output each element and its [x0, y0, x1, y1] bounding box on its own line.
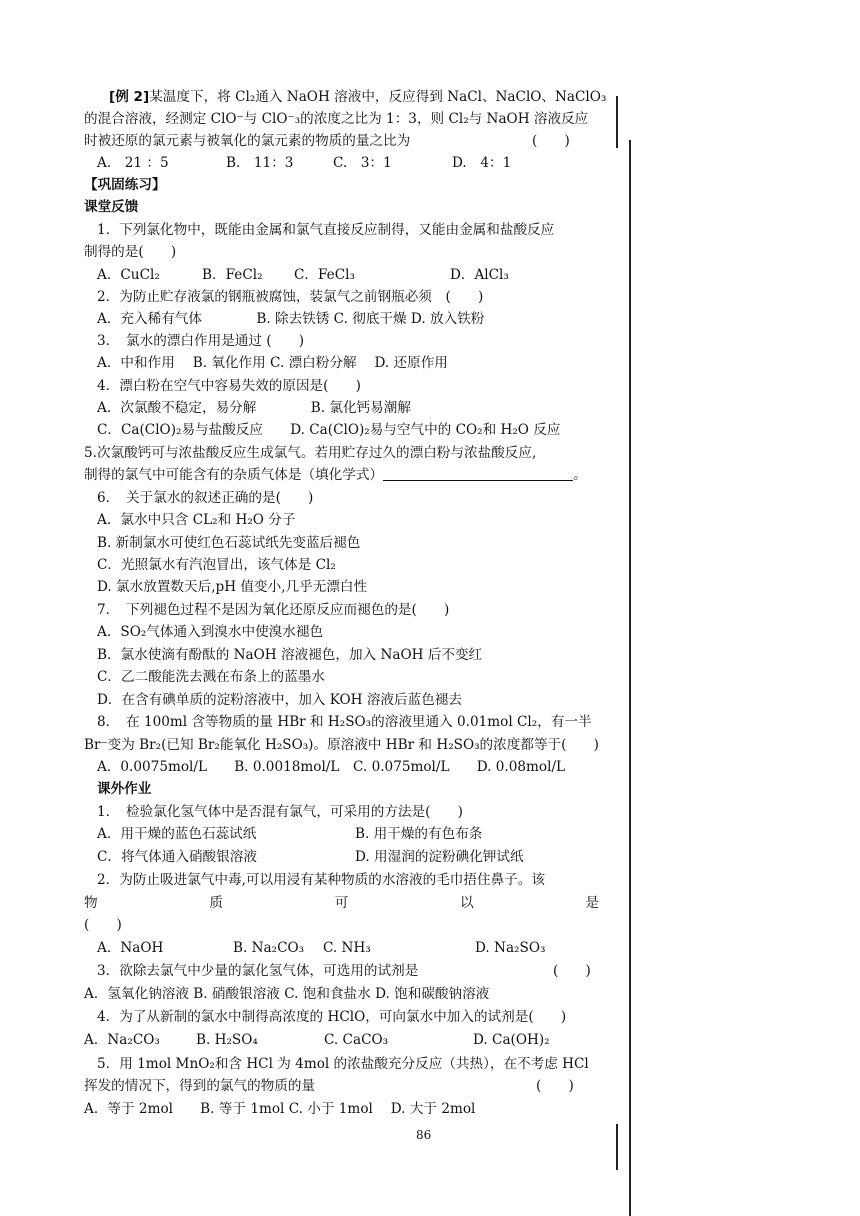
cq4-line-3: C．Ca(ClO)₂易与盐酸反应 D. Ca(ClO)₂易与空气中的 CO₂和 H₂O 反应 — [97, 422, 561, 438]
answer-blank[interactable] — [383, 466, 573, 481]
cq1-option-d: D．AlCl₃ — [450, 267, 509, 283]
cq8-line-1: 8． 在 100ml 含等物质的量 HBr 和 H₂SO₃的溶液里通入 0.01mol Cl₂，有一半 — [97, 714, 592, 730]
cq8-line-2: Br⁻变为 Br₂(已知 Br₂能氧化 H₂SO₃)。原溶液中 HBr 和 H₂SO₃的浓度都等于( ) — [84, 737, 599, 753]
example-option-d: D. 4：1 — [452, 155, 512, 171]
hq2-word-4: 以 — [460, 895, 474, 911]
cq6-option-b: B. 新制氯水可使红色石蕊试纸先变蓝后褪色 — [97, 535, 361, 551]
cq4-line-2: A．次氯酸不稳定，易分解 B. 氯化钙易潮解 — [97, 400, 411, 416]
cq3-line-2: A．中和作用 B. 氧化作用 C. 漂白粉分解 D. 还原作用 — [97, 355, 448, 371]
cq2-line-1: 2．为防止贮存液氯的钢瓶被腐蚀，装氯气之前钢瓶必须 ( ) — [97, 289, 484, 305]
page-number: 86 — [416, 1128, 432, 1142]
hq2-option-a: A．NaOH — [97, 940, 164, 956]
cq5-line-1: 5.次氯酸钙可与浓盐酸反应生成氯气。若用贮存过久的漂白粉与浓盐酸反应, — [84, 445, 537, 461]
margin-line-main — [629, 140, 631, 1216]
hq4-option-c: C. CaCO₃ — [324, 1032, 389, 1048]
cq4-line-1: 4．漂白粉在空气中容易失效的原因是( ) — [97, 378, 361, 394]
hq4-option-a: A．Na₂CO₃ — [84, 1032, 160, 1048]
hq3-line-2: A．氢氧化钠溶液 B. 硝酸银溶液 C. 饱和食盐水 D. 饱和碳酸钠溶液 — [84, 986, 490, 1002]
cq8-options: A．0.0075mol/L B. 0.0018mol/L C. 0.075mol/L D. 0.08mol/L — [97, 759, 566, 775]
hq3-line-1: 3．欲除去氯气中少量的氯化氢气体，可选用的试剂是 — [97, 963, 419, 979]
hq5-line-3: A．等于 2mol B. 等于 1mol C. 小于 1mol D. 大于 2mol — [84, 1101, 476, 1117]
cq1-option-b: B．FeCl₂ — [202, 267, 263, 283]
hq2-line-1: 2．为防止吸进氯气中毒,可以用浸有某种物质的水溶液的毛巾捂住鼻子。该 — [97, 872, 545, 888]
hq2-paren: ( ) — [84, 917, 122, 933]
hq4-line-1: 4．为了从新制的氯水中制得高浓度的 HClO，可向氯水中加入的试剂是( ) — [97, 1009, 567, 1025]
hq4-option-b: B. H₂SO₄ — [196, 1032, 258, 1048]
cq6-option-a: A．氯水中只含 CL₂和 H₂O 分子 — [97, 512, 296, 528]
hq5-paren: ( ) — [536, 1078, 574, 1094]
cq2-line-2: A．充入稀有气体 B. 除去铁锈 C. 彻底干燥 D. 放入铁粉 — [97, 311, 485, 327]
margin-line-top — [616, 96, 618, 148]
classroom-title: 课堂反馈 — [84, 199, 139, 215]
cq7-line-1: 7． 下列褪色过程不是因为氧化还原反应而褪色的是( ) — [97, 602, 450, 618]
hq2-word-2: 质 — [209, 895, 223, 911]
example-tag: [例 2] — [109, 89, 150, 105]
cq7-option-c: C．乙二酸能洗去溅在布条上的蓝墨水 — [97, 669, 325, 685]
hq1-option-a: A．用干燥的蓝色石蕊试纸 — [97, 826, 257, 842]
example-line-3: 时被还原的氯元素与被氧化的氯元素的物质的量之比为 — [84, 133, 411, 149]
cq7-option-d: D．在含有碘单质的淀粉溶液中，加入 KOH 溶液后蓝色褪去 — [97, 692, 462, 708]
example-line-1 — [109, 86, 606, 108]
hq2-option-c: C. NH₃ — [323, 940, 371, 956]
cq5-line-2 — [84, 464, 587, 486]
cq1-option-a: A．CuCl₂ — [97, 267, 160, 283]
margin-line-bottom — [616, 1124, 618, 1170]
cq3-line-1: 3． 氯水的漂白作用是通过 ( ) — [97, 333, 305, 349]
cq1-line-1: 1．下列氯化物中，既能由金属和氯气直接反应制得，又能由金属和盐酸反应 — [97, 222, 555, 238]
example-option-a: A. 21 ：5 — [97, 155, 169, 171]
hq2-word-1: 物 — [84, 895, 98, 911]
example-text: 某温度下，将 Cl₂通入 NaOH 溶液中，反应得到 NaCl、NaClO、NaClO₃ — [149, 89, 607, 105]
hq5-line-2: 挥发的情况下，得到的氯气的物质的量 — [84, 1078, 316, 1094]
cq6-option-c: C．光照氯水有汽泡冒出，该气体是 Cl₂ — [97, 557, 336, 573]
example-paren: ( ) — [532, 133, 570, 149]
cq1-line-2: 制得的是( ) — [84, 244, 177, 260]
hq3-paren: ( ) — [553, 963, 591, 979]
hq2-option-b: B. Na₂CO₃ — [233, 940, 305, 956]
hq5-line-1: 5．用 1mol MnO₂和含 HCl 为 4mol 的浓盐酸充分反应（共热），在不考虑 HCl — [97, 1056, 589, 1072]
cq5-text: 制得的氯气中可能含有的杂质气体是（填化学式） — [84, 467, 384, 483]
hq1-line-1: 1． 检验氯化氢气体中是否混有氯气，可采用的方法是( ) — [97, 804, 463, 820]
cq7-option-a: A．SO₂气体通入到溴水中使溴水褪色 — [97, 624, 324, 640]
example-option-b: B. 11：3 — [226, 155, 294, 171]
example-option-c: C. 3：1 — [333, 155, 392, 171]
hq1-option-b: B. 用干燥的有色布条 — [355, 826, 483, 842]
homework-title: 课外作业 — [97, 781, 152, 797]
section-title: 【巩固练习】 — [84, 177, 166, 193]
hq2-word-3: 可 — [334, 895, 349, 911]
hq2-word-5: 是 — [585, 895, 599, 911]
cq6-option-d: D. 氯水放置数天后,pH 值变小,几乎无漂白性 — [97, 579, 368, 595]
hq2-option-d: D. Na₂SO₃ — [475, 940, 546, 956]
cq5-end: 。 — [573, 467, 587, 483]
hq1-option-c: C．将气体通入硝酸银溶液 — [97, 849, 257, 865]
hq2-justified-line — [84, 892, 599, 914]
cq7-option-b: B．氯水使滴有酚酞的 NaOH 溶液褪色，加入 NaOH 后不变红 — [97, 647, 483, 663]
example-line-2: 的混合溶液，经测定 ClO⁻与 ClO⁻₃的浓度之比为 1：3，则 Cl₂与 NaOH 溶液反应 — [84, 111, 589, 127]
cq1-option-c: C．FeCl₃ — [294, 267, 355, 283]
cq6-line-1: 6． 关于氯水的叙述正确的是( ) — [97, 490, 314, 506]
hq4-option-d: D. Ca(OH)₂ — [473, 1032, 550, 1048]
hq1-option-d: D. 用湿润的淀粉碘化钾试纸 — [355, 849, 524, 865]
